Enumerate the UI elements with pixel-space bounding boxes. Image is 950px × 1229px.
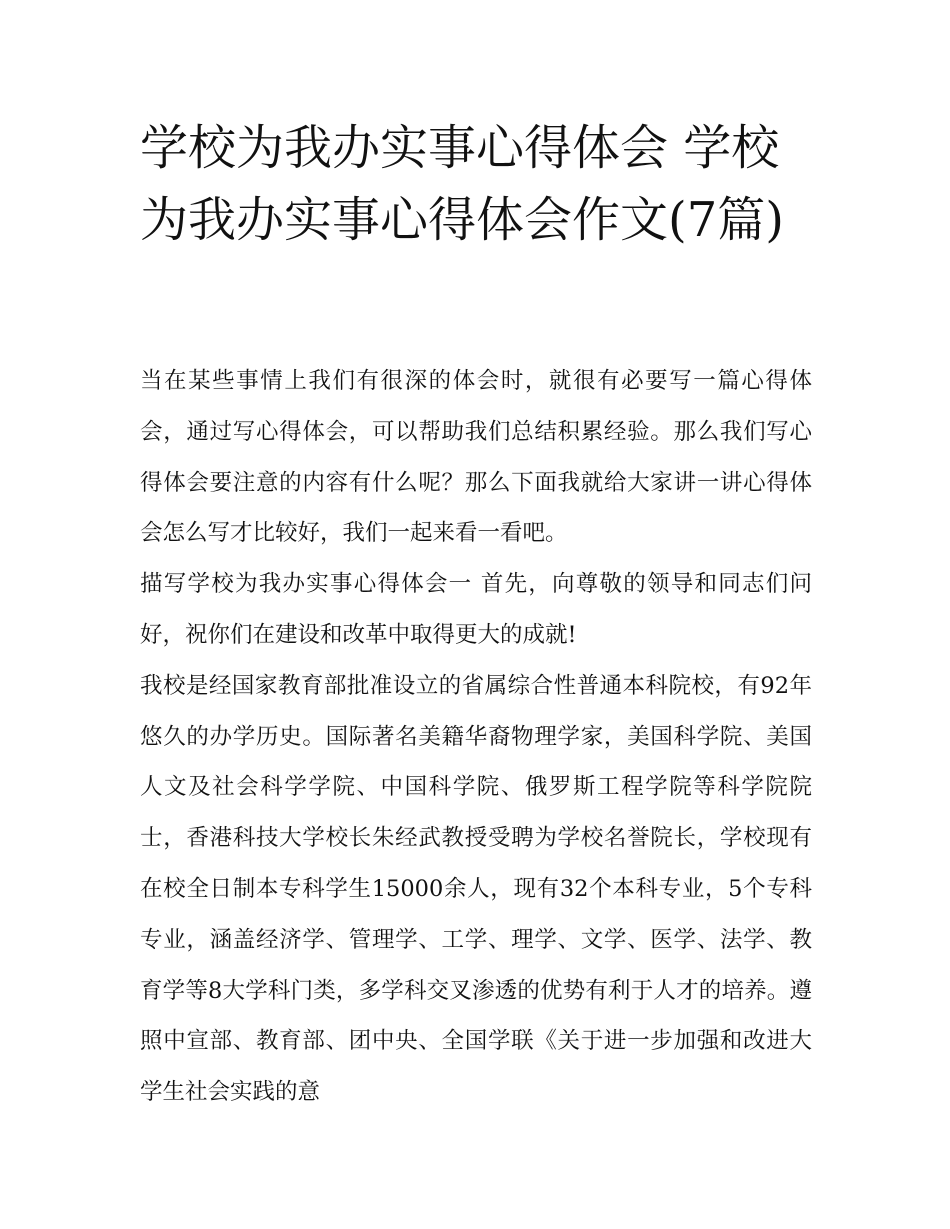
paragraph-school-intro: 我校是经国家教育部批准设立的省属综合性普通本科院校，有92年悠久的办学历史。国际著名美籍华裔物理学家，美国科学院、美国人文及社会科学学院、中国科学院、俄罗斯工程学院等科学院院士，香港科技大学校长朱经武教授受聘为学校名誉院长，学校现有在校全日制本专科学生15000余人，现有32个本科专业，5个专科专业，涵盖经济学、管理学、工学、理学、文学、医学、法学、教育学等8大学科门类，多学科交叉渗透的优势有利于人才的培养。遵照中宣部、教育部、团中央、全国学联《关于进一步加强和改进大学生社会实践的意 [140, 672, 812, 1106]
document-body [140, 356, 812, 1118]
paragraph-intro: 当在某些事情上我们有很深的体会时，就很有必要写一篇心得体会，通过写心得体会，可以帮助我们总结积累经验。那么我们写心得体会要注意的内容有什么呢？那么下面我就给大家讲一讲心得体会怎么写才比较好，我们一起来看一看吧。 [140, 368, 812, 547]
document-title: 学校为我办实事心得体会 学校为我办实事心得体会作文(7篇) [140, 120, 784, 248]
paragraph-greeting: 描写学校为我办实事心得体会一 首先，向尊敬的领导和同志们问好，祝你们在建设和改革中取得更大的成就! [140, 571, 812, 648]
